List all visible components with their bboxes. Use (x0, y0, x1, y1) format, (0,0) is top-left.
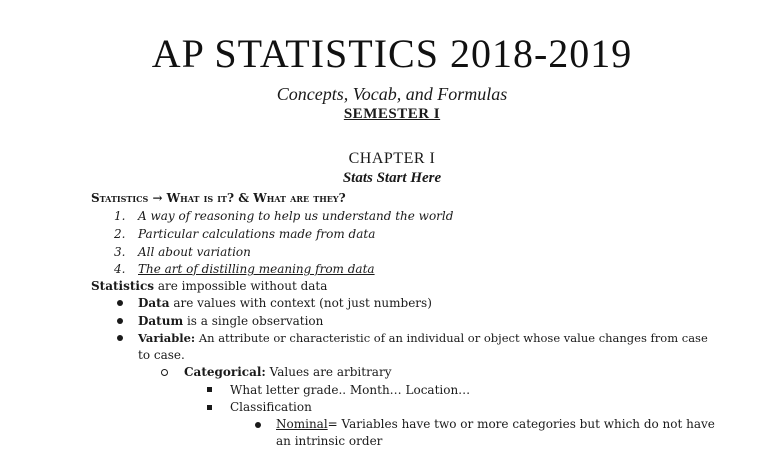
statistics-heading: Statistics → What is it? & What are they? (91, 191, 346, 205)
document-title: AP STATISTICS 2018-2019 (151, 31, 633, 76)
square-bullet-icon (207, 387, 212, 392)
bullet-item (138, 313, 323, 329)
list-number: 3. (114, 245, 126, 259)
bullet-icon (117, 318, 123, 324)
term: Data (138, 296, 170, 310)
term: Categorical: (184, 365, 266, 379)
definition: Values are arbitrary (265, 365, 392, 379)
bullet-item-continuation: to case. (138, 348, 185, 362)
definition: is a single observation (183, 314, 324, 328)
bullet-icon (117, 335, 123, 341)
definition: = Variables have two or more categories but which do not have (327, 417, 715, 431)
list-item: Particular calculations made from data (138, 227, 376, 241)
sub-item: Classification (230, 400, 312, 414)
bullet-item (138, 295, 432, 311)
chapter-subtitle: Stats Start Here (342, 170, 442, 186)
list-number: 4. (114, 262, 126, 276)
definition: An attribute or characteristic of an individual or object whose value changes from case (195, 331, 708, 345)
bullet-icon (255, 422, 261, 428)
hollow-bullet-icon (161, 369, 168, 376)
bullet-icon (117, 300, 123, 306)
sub-item: What letter grade.. Month… Location… (230, 383, 471, 397)
categorical-item (184, 364, 391, 380)
list-number: 1. (114, 209, 126, 223)
definition: are impossible without data (154, 279, 328, 293)
nominal-item (276, 416, 715, 432)
term: Datum (138, 314, 184, 328)
chapter-heading: CHAPTER I (348, 150, 436, 167)
square-bullet-icon (207, 405, 212, 410)
document-subtitle: Concepts, Vocab, and Formulas (276, 84, 508, 104)
list-item: A way of reasoning to help us understand the world (138, 209, 454, 223)
term: Variable: (138, 331, 196, 345)
nominal-continuation: an intrinsic order (276, 434, 383, 448)
bullet-item (138, 330, 708, 346)
list-item: The art of distilling meaning from data (138, 262, 375, 276)
term: Statistics (91, 279, 155, 293)
term: Nominal (276, 417, 328, 431)
statistics-line (91, 278, 327, 294)
list-number: 2. (114, 227, 126, 241)
list-item: All about variation (138, 245, 251, 259)
semester-heading: SEMESTER I (343, 106, 441, 122)
definition: are values with context (not just numbers) (169, 296, 432, 310)
